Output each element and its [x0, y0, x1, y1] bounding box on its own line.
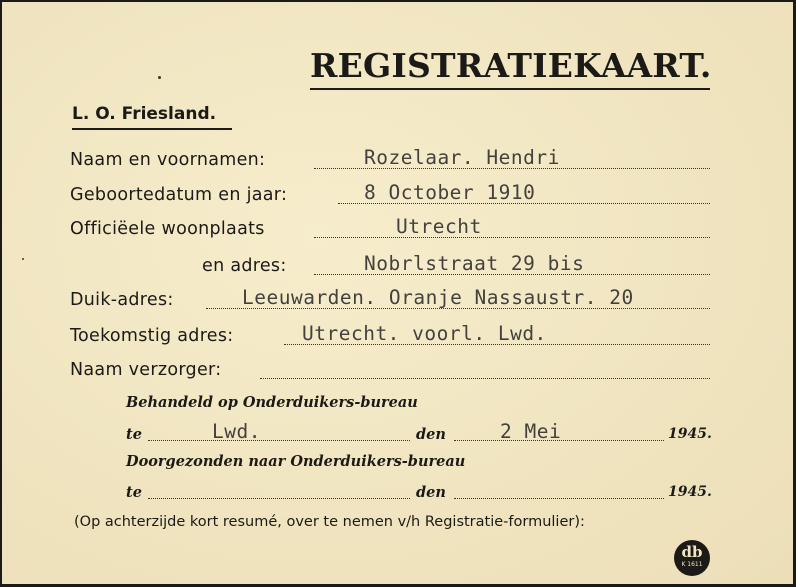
field-label-future-address: Toekomstig adres:	[70, 326, 234, 346]
forwarded-den-label: den	[416, 484, 446, 501]
field-row-hiding-address	[2, 286, 793, 314]
field-label-residence: Officiëele woonplaats	[70, 219, 265, 239]
dotted-line	[314, 235, 710, 238]
registration-card	[2, 2, 793, 584]
printer-logo-icon	[674, 540, 710, 576]
field-value-birthdate: 8 October 1910	[364, 181, 536, 204]
logo-code: K 1611	[681, 561, 703, 568]
field-value-future-address: Utrecht. voorl. Lwd.	[302, 322, 547, 345]
field-label-birthdate: Geboortedatum en jaar:	[70, 185, 288, 205]
field-row-residence	[2, 215, 793, 243]
subtitle-underline	[72, 128, 232, 130]
field-label-name: Naam en voornamen:	[70, 150, 266, 170]
logo-text: db	[681, 543, 703, 561]
treated-den-value: 2 Mei	[500, 420, 562, 443]
field-value-residence: Utrecht	[396, 215, 482, 238]
treated-te-label: te	[126, 426, 142, 443]
field-row-address	[2, 252, 793, 280]
treated-te-value: Lwd.	[212, 420, 261, 443]
treated-den-label: den	[416, 426, 446, 443]
field-row-name	[2, 146, 793, 174]
field-row-caretaker	[2, 360, 793, 384]
dotted-line	[454, 496, 664, 499]
field-label-hiding-address: Duik-adres:	[70, 290, 174, 310]
field-row-future-address	[2, 322, 793, 350]
treated-heading: Behandeld op Onderduikers-bureau	[126, 394, 418, 411]
forwarded-heading: Doorgezonden naar Onderduikers-bureau	[126, 453, 466, 470]
forwarded-year: 1945.	[668, 484, 712, 500]
title-underline	[310, 88, 710, 90]
card-title: REGISTRATIEKAART.	[310, 46, 712, 85]
dotted-line	[148, 438, 410, 441]
dotted-line	[260, 376, 710, 379]
forwarded-te-label: te	[126, 484, 142, 501]
field-value-name: Rozelaar. Hendri	[364, 146, 560, 169]
field-value-address: Nobrlstraat 29 bis	[364, 252, 585, 275]
card-footer-note: (Op achterzijde kort resumé, over te nemen v/h Registratie-formulier):	[74, 514, 585, 530]
card-subtitle: L. O. Friesland.	[72, 104, 217, 124]
paper-speck	[158, 76, 161, 79]
field-label-caretaker: Naam verzorger:	[70, 360, 222, 380]
paper-speck	[22, 258, 24, 260]
field-row-birthdate	[2, 181, 793, 209]
dotted-line	[148, 496, 410, 499]
field-value-hiding-address: Leeuwarden. Oranje Nassaustr. 20	[242, 286, 634, 309]
treated-year: 1945.	[668, 426, 712, 442]
field-label-address: en adres:	[202, 256, 287, 276]
